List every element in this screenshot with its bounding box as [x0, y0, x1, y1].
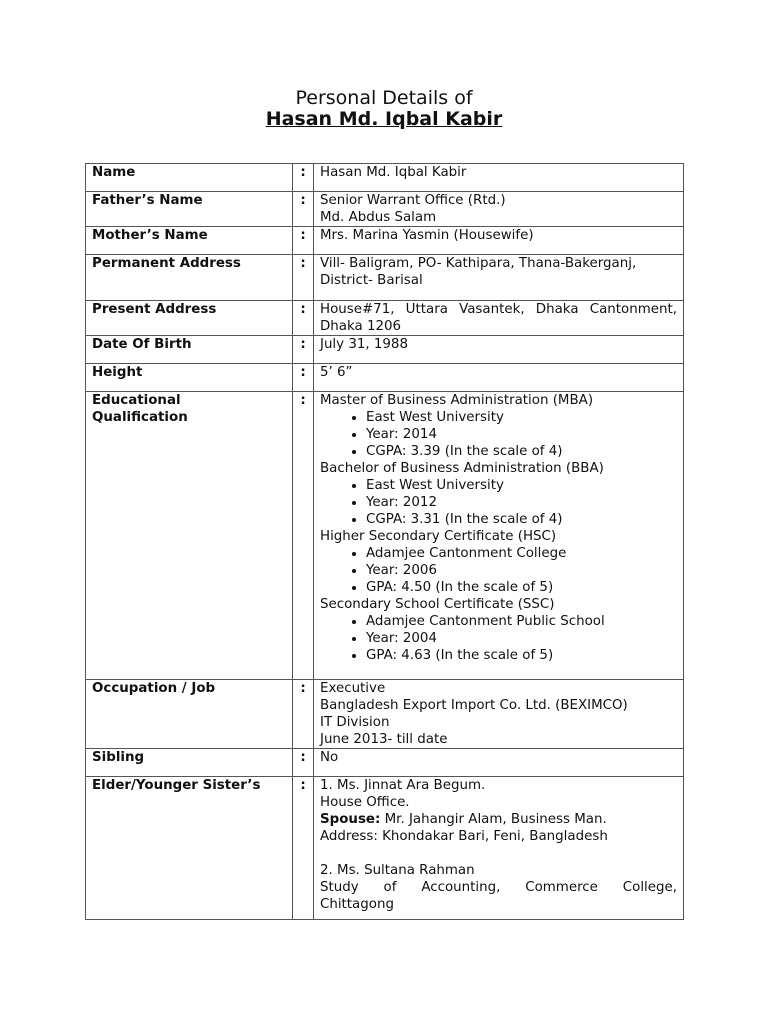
- degree-details: [320, 409, 677, 460]
- spacer: [320, 845, 677, 862]
- list-item: • Year: 2014: [366, 426, 677, 443]
- list-item: • CGPA: 3.39 (In the scale of 4): [366, 443, 677, 460]
- present-address-line: Dhaka 1206: [320, 319, 402, 334]
- sister-line: Address: Khondakar Bari, Feni, Bangladesh: [320, 829, 608, 844]
- label-father: Father’s Name: [86, 192, 293, 227]
- permanent-address-line: District- Barisal: [320, 273, 423, 288]
- colon: :: [293, 392, 314, 680]
- label-name: Name: [86, 164, 293, 192]
- label-education-line: Educational: [92, 393, 181, 408]
- label-date-of-birth: Date Of Birth: [86, 336, 293, 364]
- colon: :: [293, 336, 314, 364]
- colon: :: [293, 164, 314, 192]
- occupation-line: IT Division: [320, 715, 390, 730]
- value-height: 5’ 6”: [314, 364, 684, 392]
- row-date-of-birth: [86, 336, 684, 364]
- list-item: • CGPA: 3.31 (In the scale of 4): [366, 511, 677, 528]
- colon: :: [293, 364, 314, 392]
- sister-line: Study of Accounting, Commerce College,: [320, 880, 677, 895]
- list-item: • Year: 2004: [366, 630, 677, 647]
- value-mother: Mrs. Marina Yasmin (Housewife): [314, 227, 684, 255]
- sister-line: House Office.: [320, 795, 410, 810]
- value-sisters: [314, 777, 684, 920]
- sister-line: 1. Ms. Jinnat Ara Begum.: [320, 778, 486, 793]
- list-item: • Year: 2006: [366, 562, 677, 579]
- label-present-address: Present Address: [86, 301, 293, 336]
- list-item: • Adamjee Cantonment College: [366, 545, 677, 562]
- permanent-address-line: Vill- Baligram, PO- Kathipara, Thana-Bakerganj,: [320, 256, 637, 271]
- list-item: • Year: 2012: [366, 494, 677, 511]
- label-occupation: Occupation / Job: [86, 680, 293, 749]
- degree-title: Secondary School Certificate (SSC): [320, 597, 555, 612]
- list-item: • Adamjee Cantonment Public School: [366, 613, 677, 630]
- degree-details: [320, 545, 677, 596]
- list-item: • East West University: [366, 477, 677, 494]
- row-occupation: [86, 680, 684, 749]
- degree-details: [320, 613, 677, 664]
- sister-line: Chittagong: [320, 897, 394, 912]
- label-education-line: Qualification: [92, 410, 188, 425]
- spouse-label: Spouse:: [320, 812, 381, 827]
- value-present-address: [314, 301, 684, 336]
- occupation-line: June 2013- till date: [320, 732, 448, 747]
- label-permanent-address: Permanent Address: [86, 255, 293, 301]
- label-education: [86, 392, 293, 680]
- label-sibling: Sibling: [86, 749, 293, 777]
- list-item: • GPA: 4.63 (In the scale of 5): [366, 647, 677, 664]
- list-item: • East West University: [366, 409, 677, 426]
- value-sibling: No: [314, 749, 684, 777]
- document-title: Personal Details of: [295, 87, 473, 109]
- colon: :: [293, 227, 314, 255]
- father-line: Md. Abdus Salam: [320, 210, 437, 225]
- colon: :: [293, 777, 314, 920]
- value-education: [314, 392, 684, 680]
- occupation-line: Executive: [320, 681, 386, 696]
- degree-details: [320, 477, 677, 528]
- row-mother: [86, 227, 684, 255]
- sister-line: 2. Ms. Sultana Rahman: [320, 863, 475, 878]
- value-permanent-address: [314, 255, 684, 301]
- list-item: • GPA: 4.50 (In the scale of 5): [366, 579, 677, 596]
- spouse-value: Mr. Jahangir Alam, Business Man.: [380, 812, 607, 827]
- occupation-line: Bangladesh Export Import Co. Ltd. (BEXIMCO): [320, 698, 628, 713]
- degree-title: Master of Business Administration (MBA): [320, 393, 594, 408]
- present-address-line: House#71, Uttara Vasantek, Dhaka Cantonment,: [320, 302, 677, 317]
- degree-title: Bachelor of Business Administration (BBA): [320, 461, 604, 476]
- value-occupation: [314, 680, 684, 749]
- row-name: [86, 164, 684, 192]
- row-permanent-address: [86, 255, 684, 301]
- degree-title: Higher Secondary Certificate (HSC): [320, 529, 557, 544]
- row-height: [86, 364, 684, 392]
- colon: :: [293, 680, 314, 749]
- personal-details-table: [85, 163, 684, 920]
- label-height: Height: [86, 364, 293, 392]
- row-sibling: [86, 749, 684, 777]
- label-mother: Mother’s Name: [86, 227, 293, 255]
- row-present-address: [86, 301, 684, 336]
- colon: :: [293, 192, 314, 227]
- colon: :: [293, 301, 314, 336]
- row-education: [86, 392, 684, 680]
- colon: :: [293, 749, 314, 777]
- colon: :: [293, 255, 314, 301]
- value-father: [314, 192, 684, 227]
- father-line: Senior Warrant Office (Rtd.): [320, 193, 506, 208]
- value-name: Hasan Md. Iqbal Kabir: [314, 164, 684, 192]
- person-name-heading: Hasan Md. Iqbal Kabir: [265, 108, 503, 130]
- value-date-of-birth: July 31, 1988: [314, 336, 684, 364]
- row-sisters: [86, 777, 684, 920]
- label-sisters: Elder/Younger Sister’s: [86, 777, 293, 920]
- row-father: [86, 192, 684, 227]
- sister-spouse-line: [320, 811, 677, 828]
